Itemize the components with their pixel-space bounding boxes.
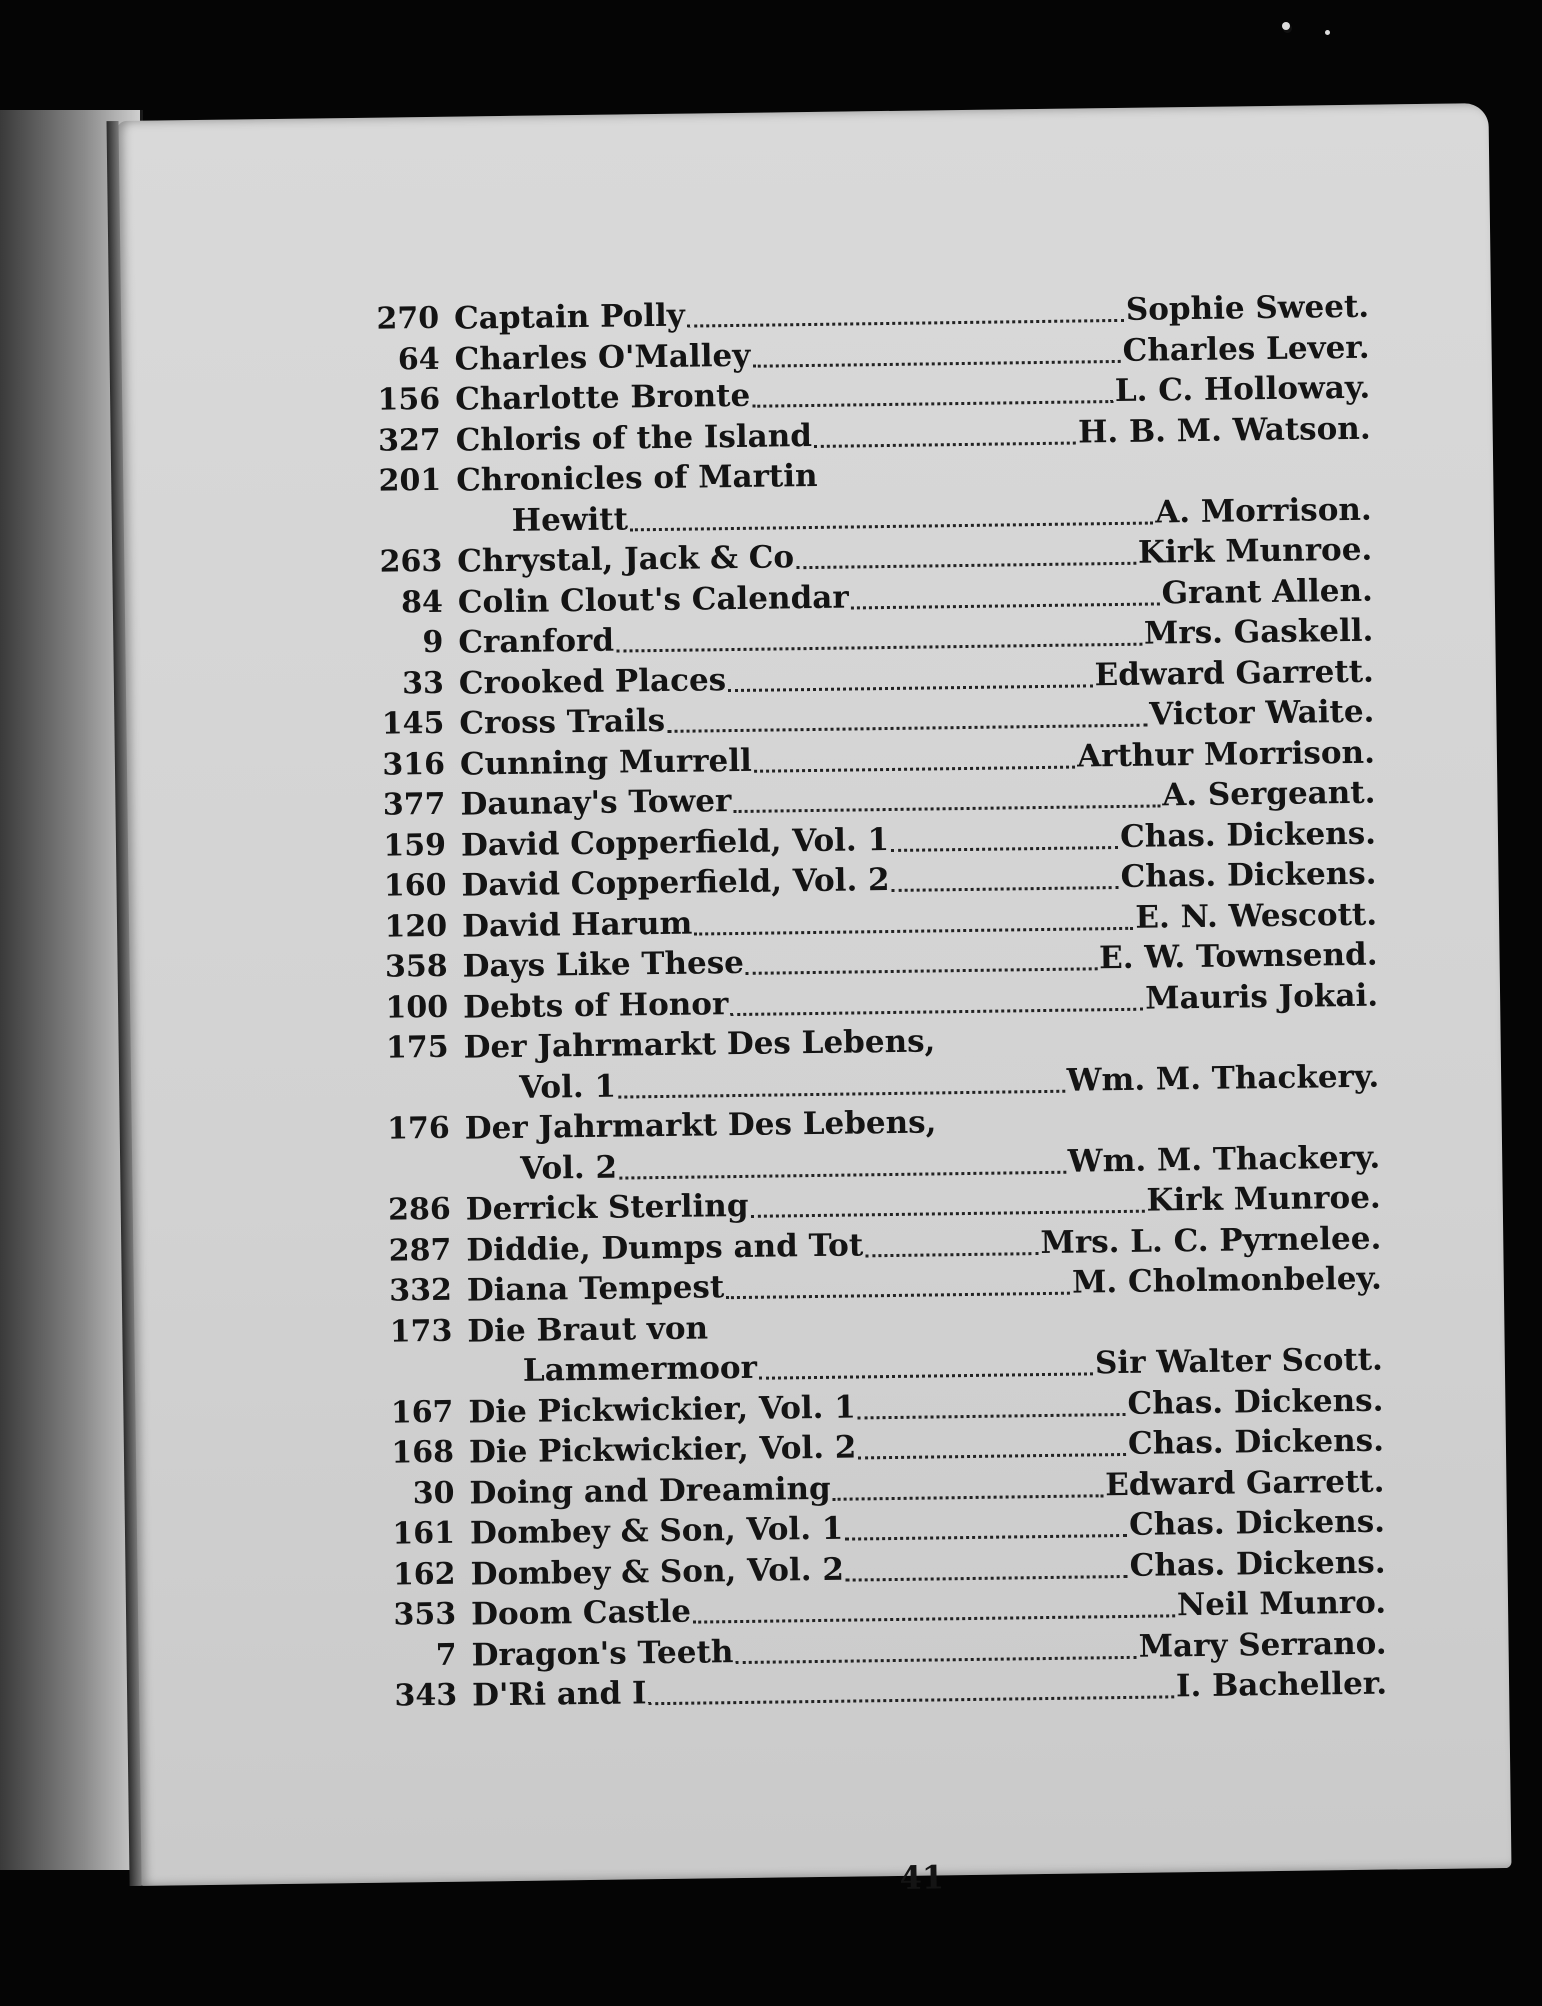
entry-author: Sir Walter Scott. bbox=[1094, 1341, 1384, 1382]
entry-title: Days Like These bbox=[462, 944, 745, 985]
entry-number: 7 bbox=[435, 1637, 457, 1673]
entry-number: 161 bbox=[392, 1515, 456, 1552]
entry-title: Cranford bbox=[458, 622, 615, 661]
dot-leader bbox=[865, 1226, 1039, 1257]
entry-author: M. Cholmonbeley. bbox=[1071, 1260, 1383, 1301]
entry-number: 327 bbox=[377, 422, 441, 459]
entry-title: Der Jahrmarkt Des Lebens, bbox=[463, 1023, 936, 1066]
dot-leader bbox=[630, 495, 1154, 531]
entry-number: 316 bbox=[382, 746, 446, 783]
catalog-entry bbox=[348, 1016, 1379, 1110]
entry-number: 84 bbox=[400, 584, 444, 620]
entry-author: Mrs. L. C. Pyrnelee. bbox=[1040, 1220, 1382, 1261]
dot-leader bbox=[687, 293, 1124, 328]
dot-leader bbox=[730, 981, 1143, 1015]
entry-title: D'Ri and I bbox=[471, 1675, 647, 1714]
dot-leader bbox=[648, 1669, 1174, 1705]
dot-leader bbox=[833, 1468, 1104, 1501]
dot-leader bbox=[891, 860, 1118, 892]
dot-leader bbox=[693, 1588, 1175, 1623]
film-speck-light bbox=[1282, 22, 1290, 30]
entry-number: 30 bbox=[412, 1475, 455, 1511]
entry-number: 263 bbox=[379, 543, 443, 580]
entry-number: 33 bbox=[401, 665, 445, 701]
entry-title: Daunay's Tower bbox=[460, 783, 732, 823]
dot-leader bbox=[759, 1346, 1094, 1379]
entry-author: Arthur Morrison. bbox=[1076, 734, 1376, 775]
catalog-list bbox=[339, 287, 1387, 1718]
catalog-entry bbox=[352, 1299, 1383, 1393]
entry-author: Victor Waite. bbox=[1149, 693, 1375, 733]
entry-author: Chas. Dickens. bbox=[1127, 1382, 1384, 1422]
page-number: 41 bbox=[899, 1858, 945, 1897]
entry-title: Vol. 1 bbox=[518, 1068, 617, 1106]
entry-title: David Harum bbox=[461, 905, 693, 945]
entry-title: Dragon's Teeth bbox=[471, 1633, 734, 1674]
entry-number: 167 bbox=[390, 1394, 454, 1431]
dot-leader bbox=[726, 1266, 1070, 1299]
entry-author: A. Morrison. bbox=[1154, 491, 1372, 530]
entry-title: Crooked Places bbox=[458, 661, 727, 702]
entry-author: L. C. Holloway. bbox=[1114, 369, 1371, 410]
entry-number: 332 bbox=[388, 1272, 453, 1309]
entry-author: Edward Garrett. bbox=[1094, 653, 1375, 693]
entry-author: Chas. Dickens. bbox=[1129, 1544, 1386, 1584]
entry-author: Mauris Jokai. bbox=[1145, 977, 1379, 1017]
entry-title: Diddie, Dumps and Tot bbox=[466, 1226, 864, 1269]
entry-number: 286 bbox=[387, 1191, 452, 1228]
entry-author: Grant Allen. bbox=[1161, 572, 1373, 611]
entry-author: Chas. Dickens. bbox=[1128, 1503, 1386, 1543]
entry-number: 343 bbox=[394, 1677, 458, 1714]
dot-leader bbox=[667, 698, 1148, 733]
entry-title: Charles O'Malley bbox=[454, 337, 751, 378]
entry-title: Cross Trails bbox=[459, 702, 666, 742]
entry-title: Doing and Dreaming bbox=[469, 1470, 831, 1512]
entry-title: Lammermoor bbox=[522, 1349, 758, 1389]
entry-title: David Copperfield, Vol. 2 bbox=[461, 862, 890, 904]
entry-title: David Copperfield, Vol. 1 bbox=[460, 821, 890, 864]
entry-number: 270 bbox=[376, 300, 440, 337]
entry-author: Chas. Dickens. bbox=[1119, 815, 1377, 855]
entry-author: E. W. Townsend. bbox=[1098, 936, 1378, 977]
entry-author: Chas. Dickens. bbox=[1120, 855, 1377, 895]
dot-leader bbox=[752, 374, 1113, 408]
dot-leader bbox=[858, 1386, 1126, 1419]
entry-title: Colin Clout's Calendar bbox=[457, 579, 849, 621]
entry-number: 358 bbox=[384, 948, 448, 985]
dot-leader bbox=[619, 1144, 1066, 1179]
entry-title: Chronicles of Martin bbox=[456, 457, 818, 499]
entry-number: 353 bbox=[393, 1596, 457, 1633]
entry-title: Charlotte Bronte bbox=[454, 377, 751, 418]
entry-author: Chas. Dickens. bbox=[1127, 1422, 1385, 1462]
entry-number: 175 bbox=[385, 1029, 449, 1066]
entry-author: Mary Serrano. bbox=[1138, 1625, 1387, 1665]
entry-author: Mrs. Gaskell. bbox=[1143, 612, 1374, 652]
entry-author: Wm. M. Thackery. bbox=[1067, 1139, 1381, 1180]
entry-number: 377 bbox=[382, 786, 446, 823]
dot-leader bbox=[752, 333, 1121, 367]
entry-author: Sophie Sweet. bbox=[1125, 288, 1370, 328]
catalog-entry bbox=[349, 1097, 1380, 1191]
dot-leader bbox=[891, 820, 1118, 852]
dot-leader bbox=[754, 739, 1076, 772]
entry-title: Die Braut von bbox=[467, 1309, 709, 1350]
entry-title: Der Jahrmarkt Des Lebens, bbox=[464, 1104, 937, 1147]
entry-title: Vol. 2 bbox=[520, 1149, 618, 1187]
entry-title: Doom Castle bbox=[470, 1593, 692, 1633]
entry-number: 159 bbox=[383, 827, 447, 864]
entry-title: Derrick Sterling bbox=[465, 1187, 749, 1228]
entry-author: Wm. M. Thackery. bbox=[1066, 1058, 1380, 1099]
entry-title: Dombey & Son, Vol. 1 bbox=[469, 1510, 844, 1552]
dot-leader bbox=[618, 1063, 1065, 1098]
entry-number: 120 bbox=[384, 908, 448, 945]
dot-leader bbox=[850, 576, 1159, 609]
book-page bbox=[117, 103, 1512, 1897]
entry-number: 9 bbox=[422, 624, 444, 661]
entry-title: Die Pickwickier, Vol. 1 bbox=[468, 1388, 857, 1431]
entry-title: Dombey & Son, Vol. 2 bbox=[470, 1551, 845, 1593]
entry-number: 145 bbox=[381, 705, 445, 742]
entry-number: 160 bbox=[383, 867, 447, 904]
entry-number: 168 bbox=[391, 1434, 455, 1471]
entry-number: 162 bbox=[392, 1556, 456, 1593]
dot-leader bbox=[728, 658, 1093, 692]
entry-number: 173 bbox=[389, 1313, 453, 1350]
entry-author: A. Sergeant. bbox=[1161, 774, 1376, 814]
dot-leader bbox=[733, 778, 1160, 813]
entry-number: 64 bbox=[397, 341, 440, 377]
entry-number: 201 bbox=[378, 462, 442, 499]
dot-leader bbox=[616, 617, 1142, 653]
entry-number: 156 bbox=[377, 381, 441, 418]
entry-title: Diana Tempest bbox=[466, 1269, 725, 1309]
entry-number: 100 bbox=[385, 989, 449, 1026]
dot-leader bbox=[845, 1508, 1127, 1541]
catalog-entry bbox=[341, 449, 1372, 543]
dot-leader bbox=[796, 536, 1136, 569]
dot-leader bbox=[735, 1629, 1137, 1663]
entry-author: H. B. M. Watson. bbox=[1077, 410, 1371, 450]
entry-title: Captain Polly bbox=[453, 297, 686, 337]
entry-author: E. N. Wescott. bbox=[1135, 896, 1378, 936]
entry-title: Debts of Honor bbox=[462, 985, 729, 1026]
entry-author: Edward Garrett. bbox=[1104, 1463, 1385, 1503]
film-speck-light bbox=[1325, 30, 1330, 35]
entry-title: Cunning Murrell bbox=[459, 742, 753, 783]
dot-leader bbox=[750, 1184, 1144, 1218]
entry-author: Kirk Munroe. bbox=[1146, 1179, 1381, 1219]
entry-title: Die Pickwickier, Vol. 2 bbox=[468, 1429, 857, 1471]
dot-leader bbox=[746, 941, 1098, 975]
entry-number: 176 bbox=[386, 1110, 450, 1147]
entry-author: Kirk Munroe. bbox=[1137, 531, 1373, 571]
dot-leader bbox=[694, 900, 1133, 935]
dot-leader bbox=[858, 1427, 1126, 1460]
entry-number: 287 bbox=[388, 1232, 452, 1269]
dot-leader bbox=[814, 415, 1077, 447]
entry-author: I. Bacheller. bbox=[1175, 1665, 1388, 1705]
dot-leader bbox=[846, 1548, 1128, 1581]
entry-author: Charles Lever. bbox=[1122, 329, 1370, 369]
entry-author: Neil Munro. bbox=[1176, 1584, 1387, 1624]
entry-title: Hewitt bbox=[511, 500, 629, 539]
entry-title: Chrystal, Jack & Co bbox=[457, 539, 795, 580]
entry-title: Chloris of the Island bbox=[455, 417, 813, 459]
